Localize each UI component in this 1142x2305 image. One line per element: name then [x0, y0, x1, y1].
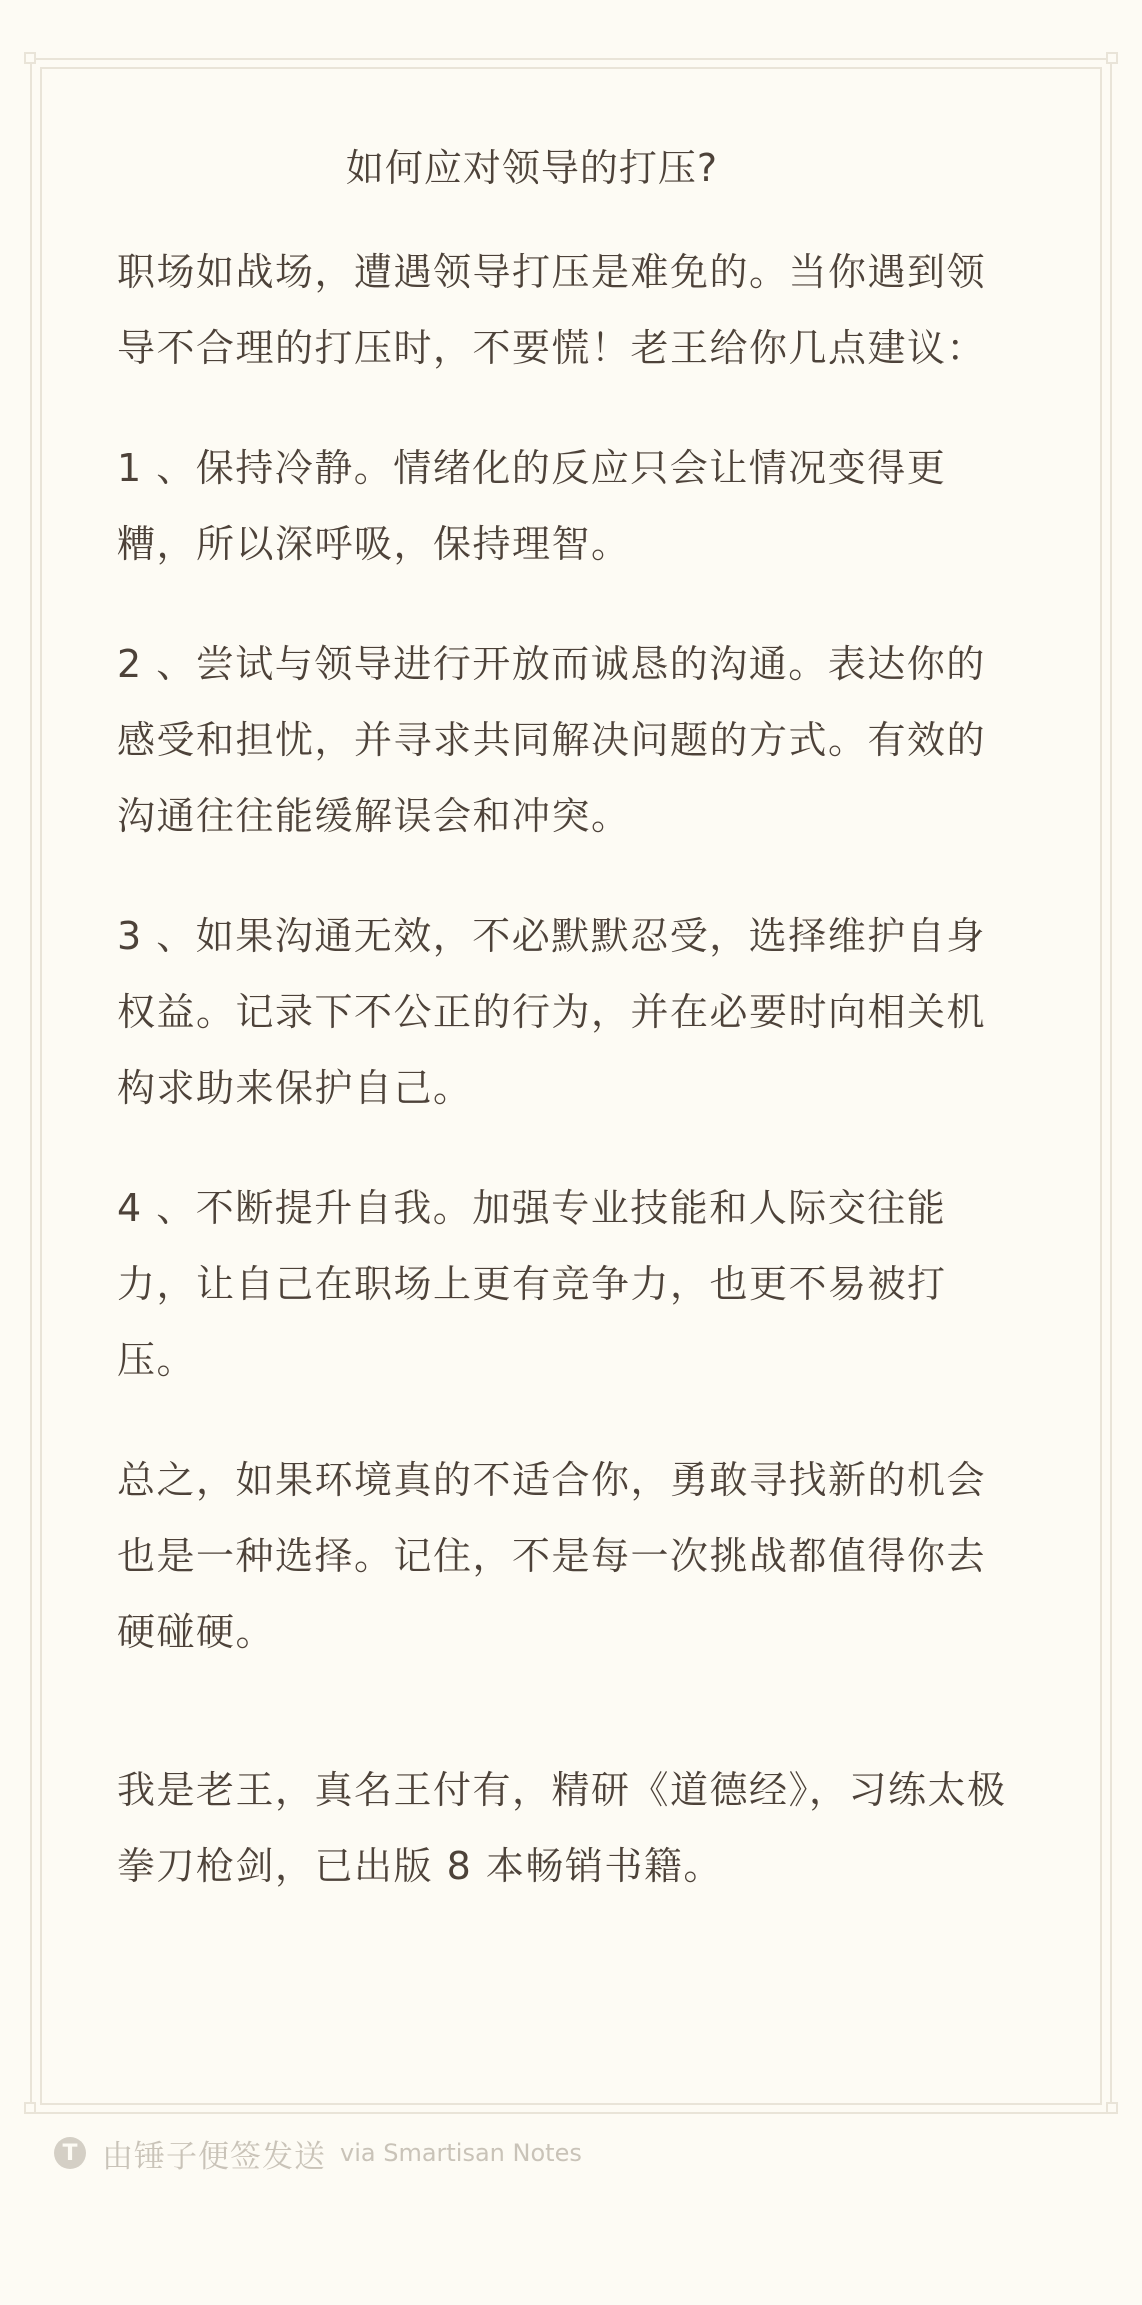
frame-corner-top-right [1106, 52, 1118, 64]
frame-corner-top-left [24, 52, 36, 64]
footer-via: via Smartisan Notes [340, 2139, 582, 2167]
note-title: 如何应对领导的打压? [345, 146, 719, 190]
note-paragraph-4: 4 、不断提升自我。加强专业技能和人际交往能力，让自己在职场上更有竞争力，也更不易被打压。 [117, 1186, 947, 1382]
frame-corner-bottom-right [1106, 2102, 1118, 2114]
frame-corner-bottom-left [24, 2102, 36, 2114]
note-paragraph-3: 3 、如果沟通无效，不必默默忍受，选择维护自身权益。记录下不公正的行为，并在必要时向相关机构求助来保护自己。 [117, 914, 987, 1110]
note-body [117, 130, 1007, 1948]
note-paragraph-1: 1 、保持冷静。情绪化的反应只会让情况变得更糟，所以深呼吸，保持理智。 [117, 446, 947, 566]
smartisan-t-icon: T [54, 2137, 86, 2169]
note-paragraph-intro: 职场如战场，遭遇领导打压是难免的。当你遇到领导不合理的打压时，不要慌！老王给你几点建议： [117, 250, 987, 370]
footer-sent-by: 由锤子便签发送 [102, 2138, 326, 2175]
app-footer [54, 2133, 582, 2173]
note-paragraph-2: 2 、尝试与领导进行开放而诚恳的沟通。表达你的感受和担忧，并寻求共同解决问题的方式。有效的沟通往往能缓解误会和冲突。 [117, 642, 987, 838]
note-paragraph-summary: 总之，如果环境真的不适合你，勇敢寻找新的机会也是一种选择。记住，不是每一次挑战都值得你去硬碰硬。 [117, 1458, 987, 1654]
note-paragraph-author: 我是老王，真名王付有，精研《道德经》，习练太极拳刀枪剑，已出版 8 本畅销书籍。 [117, 1768, 1007, 1888]
